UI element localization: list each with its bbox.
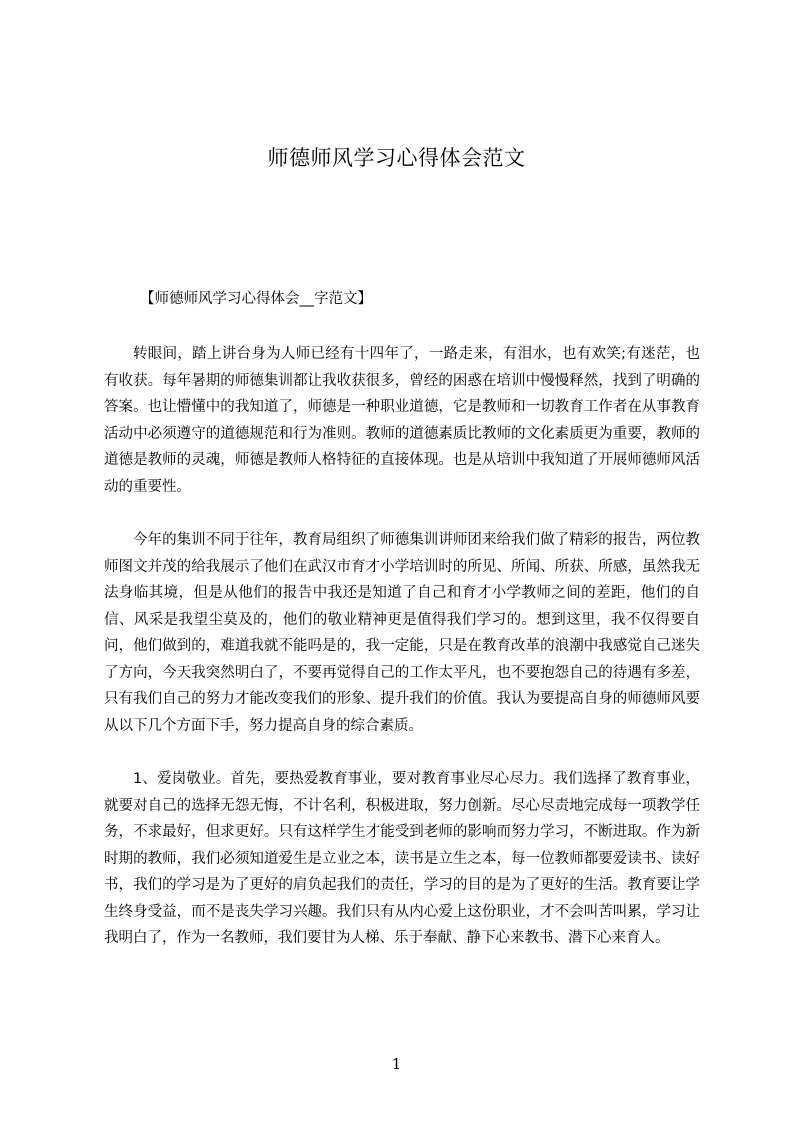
paragraph-1: 转眼间，踏上讲台身为人师已经有十四年了，一路走来，有泪水，也有欢笑;有迷茫，也有收获。每年暑期的师德集训都让我收获很多，曾经的困惑在培训中慢慢释然，找到了明确的答案。也让懵懂中的我知道了，师德是一种职业道德，它是教师和一切教育工作者在从事教育活动中必须遵守的道德规范和行为准则。教师的道德素质比教师的文化素质更为重要，教师的道德是教师的灵魂，师德是教师人格特征的直接体现。也是从培训中我知道了开展师德师风活动的重要性。	[104, 346, 700, 495]
page-number: 1	[391, 1055, 402, 1073]
article-subtitle: 【师德师风学习心得体会__字范文】	[140, 291, 372, 307]
paragraph-3: 1、爱岗敬业。首先，要热爱教育事业，要对教育事业尽心尽力。我们选择了教育事业，就要对自己的选择无怨无悔，不计名利，积极进取，努力创新。尽心尽责地完成每一项教学任务，不求最好，但求更好。只有这样学生才能受到老师的影响而努力学习，不断进取。作为新时期的教师，我们必须知道爱生是立业之本，读书是立生之本，每一位教师都要爱读书、读好书，我们的学习是为了更好的肩负起我们的责任，学习的目的是为了更好的生活。教育要让学生终身受益，而不是丧失学习兴趣。我们只有从内心爱上这份职业，才不会叫苦叫累，学习让我明白了，作为一名教师，我们要甘为人梯、乐于奉献、静下心来教书、潜下心来育人。	[104, 771, 700, 946]
page-title: 师德师风学习心得体会范文	[267, 146, 526, 170]
paragraph-2: 今年的集训不同于往年，教育局组织了师德集训讲师团来给我们做了精彩的报告，两位教师图文并茂的给我展示了他们在武汉市育才小学培训时的所见、所闻、所获、所感，虽然我无法身临其境，但是从他们的报告中我还是知道了自己和育才小学教师之间的差距，他们的自信、风采是我望尘莫及的，他们的敬业精神更是值得我们学习的。想到这里，我不仅得要自问，他们做到的，难道我就不能吗是的，我一定能，只是在教育改革的浪潮中我感觉自己迷失了方向，今天我突然明白了，不要再觉得自己的工作太平凡，也不要抱怨自己的待遇有多差，只有我们自己的努力才能改变我们的形象、提升我们的价值。我认为要提高自身的师德师风要从以下几个方面下手，努力提高自身的综合素质。	[104, 532, 700, 734]
